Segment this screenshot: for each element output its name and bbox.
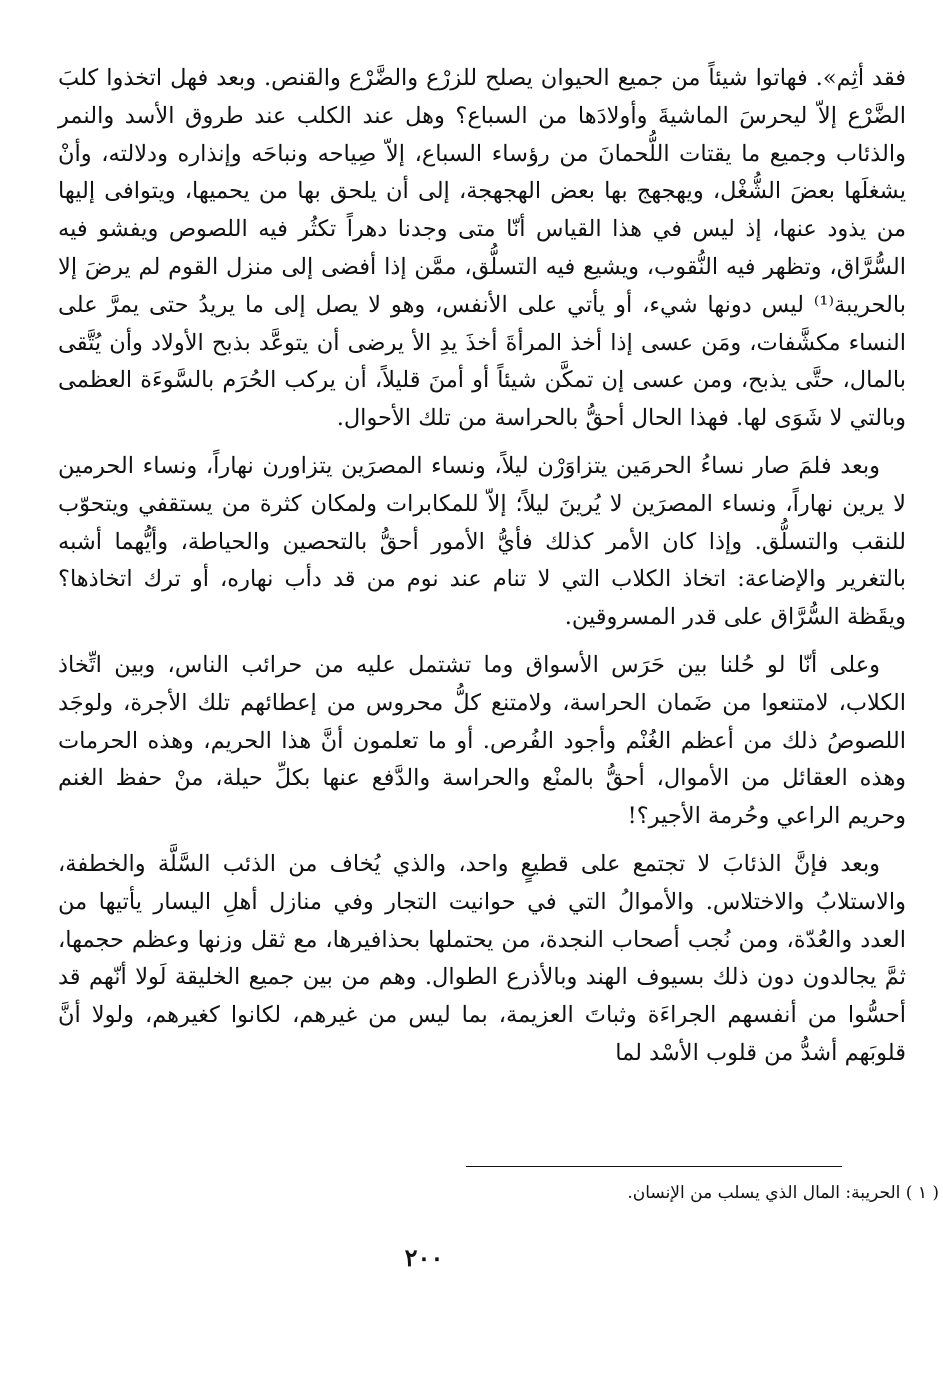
page-number: ٢٠٠ — [404, 1243, 444, 1272]
paragraph: وبعد فلمَ صار نساءُ الحرمَين يتزاوَرْن ليلاً، ونساء المصرَين يتزاورن نهاراً، ونساء الحرمين لا يرين نهاراً، ونساء المصرَين لا يُرينَ ليلاً؛ إلاّ للمكابرات ولمكان كثرة من يستقفي ويتحوّب للنقب والتسلُّق. وإذا كان الأمر كذلك فأيُّ الأمور أحقُّ بالتحصين والحياطة، وأيُّهما أشبه بالتغرير والإضاعة: اتخاذ الكلاب التي لا تنام عند نوم من قد دأب نهاره، أو ترك اتخاذها؟ ويقَظة السُّرَّاق على قدر المسروقين. — [58, 452, 906, 631]
paragraph: وبعد فإنَّ الذئابَ لا تجتمع على قطيعٍ واحد، والذي يُخاف من الذئب السَّلَّة والخطفة، والاستلابُ والاختلاس. والأموالُ التي في حوانيت التجار وفي منازل أهلِ اليسار يأتيها من العدد والعُدّة، ومن نُجب أصحاب النجدة، من يحتملها بحذافيرها، مع ثقل وزنها وعظم حجمها، ثمَّ يجالدون دون ذلك بسيوف الهند وبالأذرع الطوال. وهم من بين جميع الخليقة لَولا أنّهم قد أحسُّوا من أنفسهم الجراءَة وثباتَ العزيمة، بما ليس من غيرهم، لكانوا كغيرهم، ولولا أنَّ قلوبَهم أشدُّ من قلوب الأسْد لما — [58, 850, 906, 1066]
paragraph: فقد أثِم». فهاتوا شيئاً من جميع الحيوان يصلح للزرْع والضَّرْع والقنص. وبعد فهل اتخذوا كلبَ الضَّرْع إلاّ ليحرسَ الماشيةَ وأولادَها من السباع؟ وهل عند الكلب عند طروق الأسد والنمر والذئاب وجميع ما يقتات اللُّحمانَ من رؤساء السباع، إلاّ صِياحه ونباحَه وإنذاره ودلالته، وأنْ يشغلَها بعضَ الشُّغْل، ويهجهج بها بعض الهجهجة، إلى أن يلحق بها من يحميها، ويتوافى إليها من يذود عنها، إذ ليس في هذا القياس أنّا متى وجدنا دهراً تكثُر فيه اللصوص ويفشو فيه السُّرَّاق، وتظهر فيه النُّقوب، ويشيع فيه التسلُّق، ممَّن إذا أفضى إلى منزل القوم لم يرضَ إلا بالحريبة⁽¹⁾ ليس دونها شيء، أو يأتي على الأنفس، وهو لا يصل إلى ما يريدُ حتى يمرَّ على النساء مكشَّفات، ومَن عسى إذا أخذ المرأةَ أخذَ يدِ الأ يرضى أن يتوعَّد بذبح الأولاد وأن يُتَّقى بالمال، حتَّى يذبح، ومن عسى إن تمكَّن شيئاً أو أمنَ قليلاً، أن يركب الحُرَم بالسَّوءَة العظمى وبالتي لا شَوَى لها. فهذا الحال أحقُّ بالحراسة من تلك الأحوال. — [58, 65, 906, 432]
footnote: ( ١ ) الحريبة: المال الذي يسلب من الإنسان. — [627, 1183, 939, 1203]
paragraph: وعلى أنّا لو حُلنا بين حَرَس الأسواق وما تشتمل عليه من حرائب الناس، وبين اتِّخاذ الكلاب، لامتنعوا من ضَمان الحراسة، ولامتنع كلُّ محروس من إعطائهم تلك الأجرة، ولوجَد اللصوصُ ذلك من أعظم الغُنْم وأجود الفُرص. أو ما تعلمون أنَّ هذا الحريم، وهذه الحرمات وهذه العقائل من الأموال، أحقُّ بالمنْع والحراسة والدَّفع عنها بكلِّ حيلة، منْ حفظ الغنم وحريم الراعي وحُرمة الأجير؟! — [58, 651, 906, 830]
footnote-separator — [466, 1166, 842, 1167]
main-text — [58, 60, 906, 1073]
book-page — [58, 60, 906, 1360]
